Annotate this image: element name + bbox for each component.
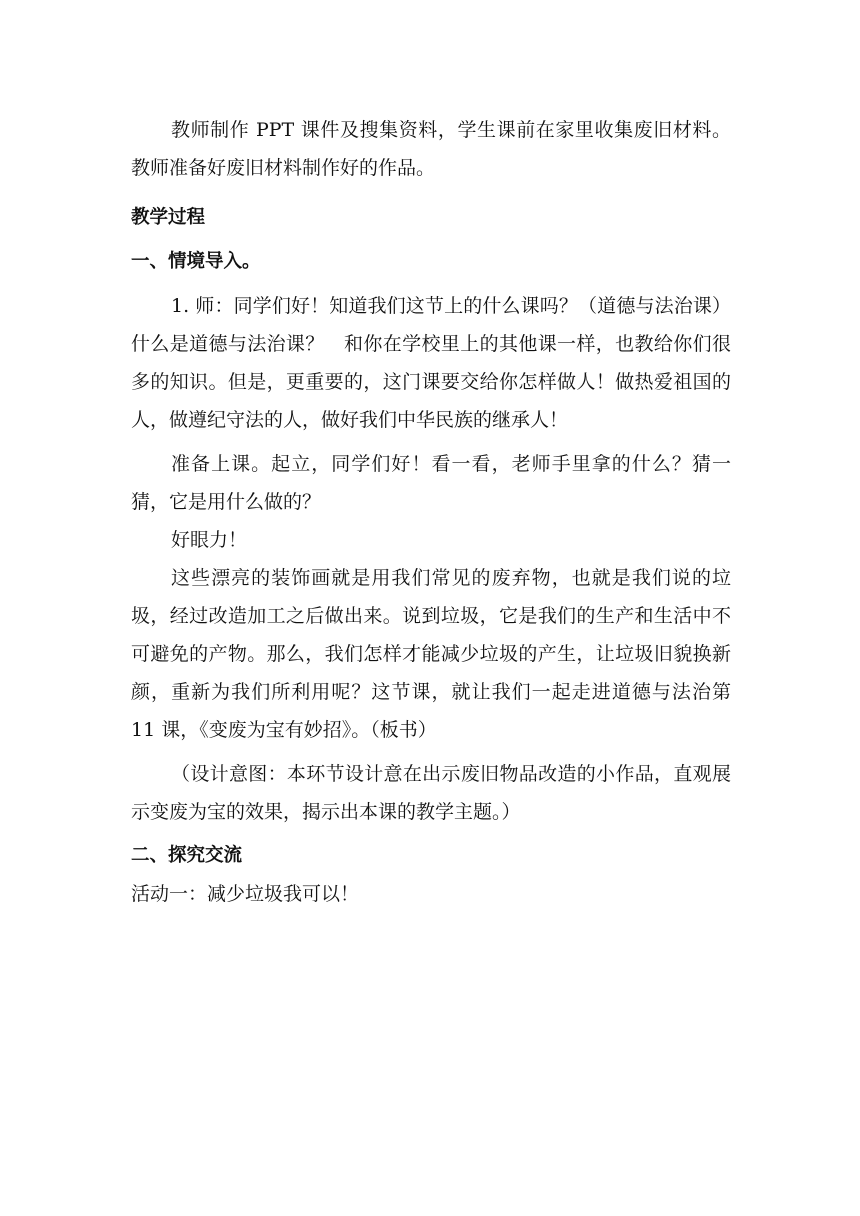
class-start-paragraph: 准备上课。起立，同学们好！看一看，老师手里拿的什么？猜一猜，它是用什么做的？: [131, 453, 731, 513]
greeting-paragraph: 1. 师：同学们好！知道我们这节上的什么课吗？（道德与法治课）什么是道德与法治课？ 和你在学校里上的其他课一样，也教给你们很多的知识。但是，更重要的，这门课要交给你怎样做人！做热爱祖国的人，做遵纪守法的人，做好我们中华民族的继承人！: [131, 295, 731, 431]
document-body: [131, 111, 731, 913]
heading-section-1: 一、情境导入。: [131, 251, 261, 272]
topic-intro-paragraph: 这些漂亮的装饰画就是用我们常见的废弃物，也就是我们说的垃圾，经过改造加工之后做出来。说到垃圾，它是我们的生产和生活中不可避免的产物。那么，我们怎样才能减少垃圾的产生，让垃圾旧貌换新颜，重新为我们所利用呢？这节课，就让我们一起走进道德与法治第 11 课，《变废为宝有妙招》。（板书）: [131, 567, 731, 741]
praise-paragraph: 好眼力！: [171, 529, 248, 551]
heading-teaching-process: 教学过程: [131, 207, 206, 228]
activity-one-title: 活动一：减少垃圾我可以！: [131, 883, 360, 905]
design-intent-note: （设计意图：本环节设计意在出示废旧物品改造的小作品，直观展示变废为宝的效果，揭示出本课的教学主题。）: [131, 763, 731, 823]
heading-section-2: 二、探究交流: [131, 845, 243, 866]
preparation-paragraph: 教师制作 PPT 课件及搜集资料，学生课前在家里收集废旧材料。教师准备好废旧材料制作好的作品。: [131, 119, 731, 179]
